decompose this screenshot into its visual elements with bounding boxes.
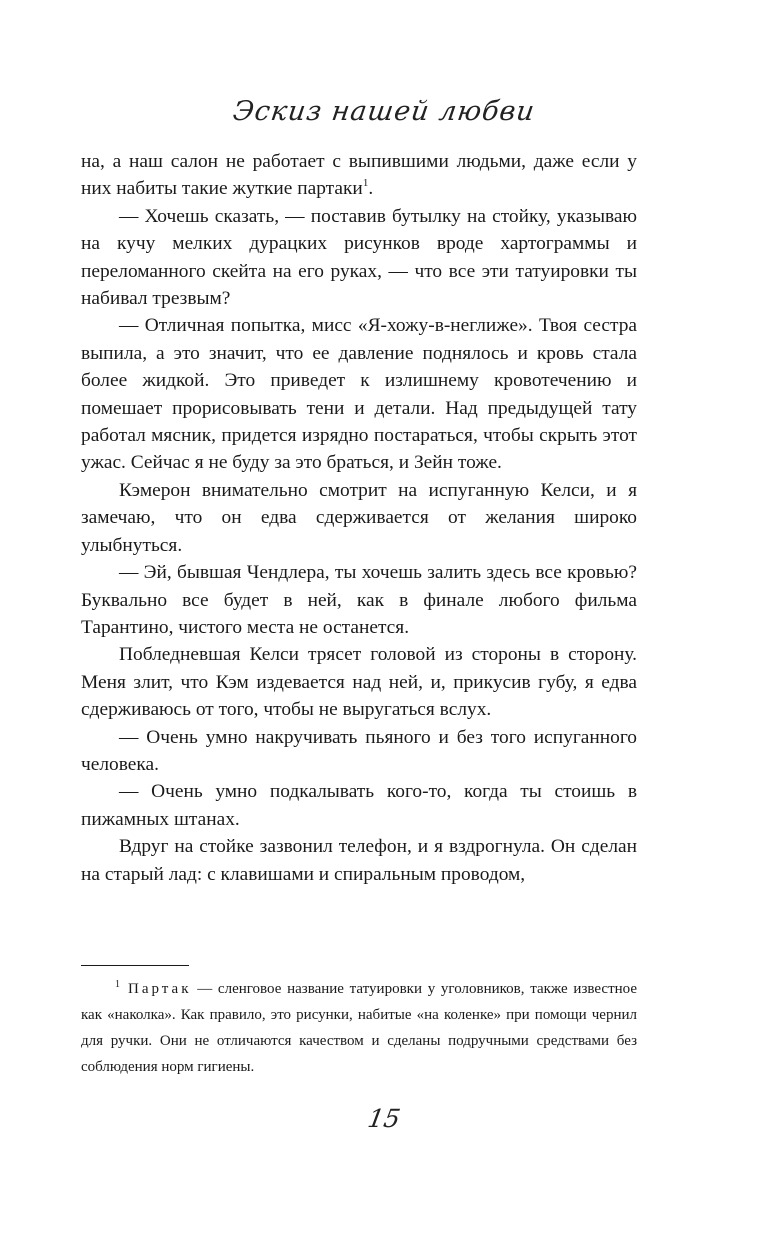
footnote-divider bbox=[81, 965, 189, 966]
paragraph-1 bbox=[81, 148, 637, 203]
paragraph-1-end: . bbox=[368, 178, 374, 200]
footnote-term: Партак bbox=[128, 981, 192, 997]
paragraph-3: — Отличная попытка, мисс «Я-хожу-в-неглиже». Твоя сестра выпила, а это значит, что ее давление поднялось и кровь стала более жидкой. Это приведет к излишнему кровотечению и помешает прорисовывать тени и детали. Над предыдущей тату работал мясник, придется изрядно постараться, чтобы скрыть этот ужас. Сейчас я не буду за это браться, и Зейн тоже. bbox=[81, 315, 637, 474]
paragraph-6: Побледневшая Келси трясет головой из стороны в сторону. Меня злит, что Кэм издевается над ней, и, прикусив губу, я едва сдерживаюсь от того, чтобы не выругаться вслух. bbox=[81, 644, 637, 721]
paragraph-8: — Очень умно подкалывать кого-то, когда ты стоишь в пижамных штанах. bbox=[81, 781, 637, 830]
footnote-text: — сленговое название татуировки у уголовников, также известное как «наколка». Как правило, это рисунки, набитые «на коленке» при помощи чернил для ручки. Они не отличаются качеством и сделаны подручными средствами без соблюдения норм гигиены. bbox=[81, 981, 637, 1075]
paragraph-4: Кэмерон внимательно смотрит на испуганную Келси, и я замечаю, что он едва сдерживается от желания широко улыбнуться. bbox=[81, 479, 637, 556]
footnote bbox=[81, 976, 637, 1080]
page-number: 15 bbox=[365, 1104, 403, 1133]
footnote-reference[interactable]: 1 bbox=[362, 177, 369, 190]
paragraph-5: — Эй, бывшая Чендлера, ты хочешь залить здесь все кровью? Буквально все будет в ней, как в финале любого фильма Тарантино, чистого места не останется. bbox=[81, 562, 637, 638]
paragraph-7: — Очень умно накручивать пьяного и без того испуганного человека. bbox=[81, 726, 637, 775]
main-text bbox=[81, 148, 637, 888]
paragraph-2: — Хочешь сказать, — поставив бутылку на стойку, указываю на кучу мелких дурацких рисунков вроде хартограммы и переломанного скейта на его руках, — что все эти татуировки ты набивал трезвым? bbox=[81, 205, 637, 310]
paragraph-1-text: на, а наш салон не работает с выпившими людьми, даже если у них набиты такие жуткие партаки bbox=[81, 151, 637, 200]
footnote-marker: 1 bbox=[115, 979, 120, 990]
paragraph-9: Вдруг на стойке зазвонил телефон, и я вздрогнула. Он сделан на старый лад: с клавишами и спиральным проводом, bbox=[81, 836, 637, 885]
running-title: Эскиз нашей любви bbox=[231, 96, 537, 127]
footnote-paragraph bbox=[81, 976, 637, 1080]
